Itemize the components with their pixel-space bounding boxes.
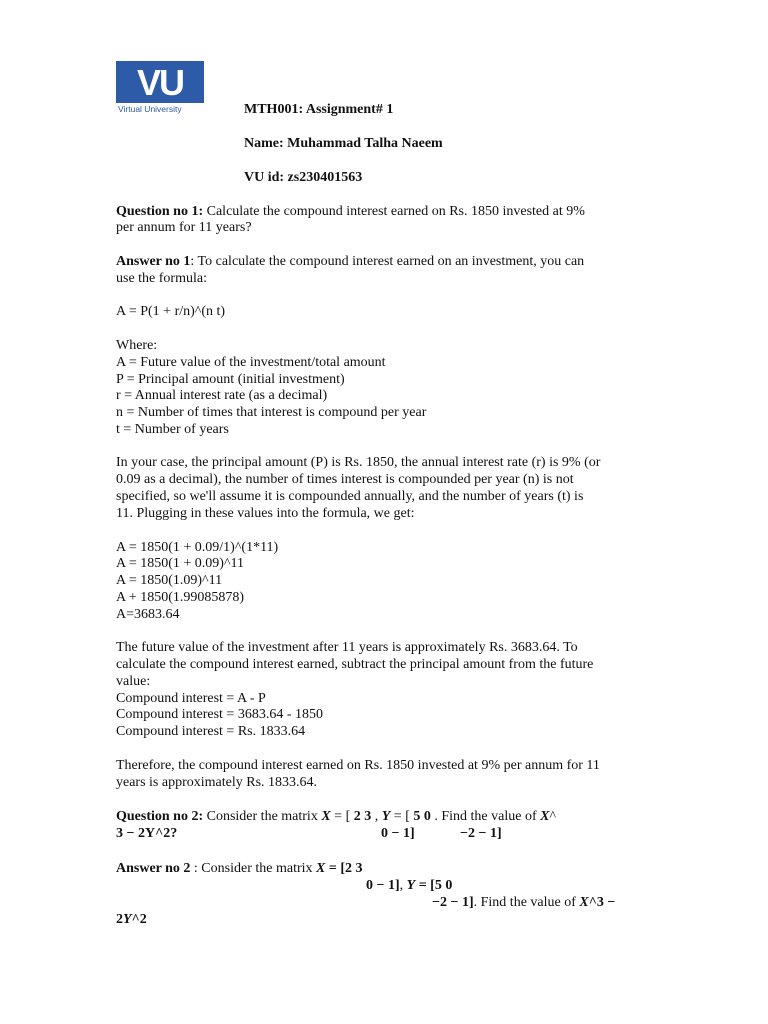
calculation-line: A = 1850(1 + 0.09/1)^(1*11) [116,540,279,555]
paragraph-line: The future value of the investment after 11 years is approximately Rs. 3683.64. To [116,640,578,655]
answer-2-line-1: Answer no 2 : Consider the matrix X = [2 3 [116,861,363,876]
question-1-label: Question no 1: [116,204,204,219]
answer-1-label: Answer no 1 [116,254,191,269]
definition-line: A = Future value of the investment/total amount [116,355,386,370]
question-1-line-2: per annum for 11 years? [116,220,252,235]
paragraph-line: In your case, the principal amount (P) is Rs. 1850, the annual interest rate (r) is 9% (or [116,455,601,470]
paragraph-line: value: [116,674,151,689]
paragraph-line: Compound interest = A - P [116,691,266,706]
calculation-line: A = 1850(1 + 0.09)^11 [116,556,245,571]
vu-id: VU id: zs230401563 [244,170,363,185]
answer-2-line-3: −2 − 1]. Find the value of X^3 − [432,895,616,910]
definition-line: P = Principal amount (initial investment) [116,372,345,387]
course-title: MTH001: Assignment# 1 [244,102,394,117]
definition-line: r = Annual interest rate (as a decimal) [116,388,328,403]
paragraph-line: years is approximately Rs. 1833.64. [116,775,318,790]
logo-mark [116,61,204,103]
paragraph-line: 0.09 as a decimal), the number of times interest is compounded per year (n) is not [116,472,574,487]
calculation-result: A=3683.64 [116,607,180,622]
logo-mark-text: VU [136,62,183,103]
paragraph-line: Compound interest = Rs. 1833.64 [116,724,306,739]
paragraph-line: Therefore, the compound interest earned on Rs. 1850 invested at 9% per annum for 11 [116,758,600,773]
logo-subtitle: Virtual University [118,104,182,114]
calculation-line: A + 1850(1.99085878) [116,590,245,605]
paragraph-line: specified, so we'll assume it is compounded annually, and the number of years (t) is [116,489,584,504]
answer-1-line-1: Answer no 1: To calculate the compound interest earned on an investment, you can [116,254,585,269]
paragraph-line: 11. Plugging in these values into the formula, we get: [116,506,415,521]
where-label: Where: [116,338,158,353]
question-2-line-1: Question no 2: Consider the matrix X = [ 2 3 , Y = [ 5 0 . Find the value of X^ [116,809,557,824]
university-logo [116,61,204,114]
question-2-line-2: 3 − 2Y^2? [116,826,178,841]
paragraph-line: Compound interest = 3683.64 - 1850 [116,707,323,722]
question-2-label: Question no 2: [116,809,204,824]
formula: A = P(1 + r/n)^(n t) [116,304,226,319]
answer-1-line-2: use the formula: [116,271,207,286]
answer-2-line-2: 0 − 1], Y = [5 0 [366,878,453,893]
answer-2-line-4: 2Y^2 [116,912,147,927]
calculation-line: A = 1850(1.09)^11 [116,573,223,588]
answer-2-label: Answer no 2 [116,861,191,876]
student-name: Name: Muhammad Talha Naeem [244,136,443,151]
matrix-x-row-2: 0 − 1] [381,826,415,841]
definition-line: t = Number of years [116,422,229,437]
question-1-line-1: Question no 1: Calculate the compound interest earned on Rs. 1850 invested at 9% [116,204,585,219]
paragraph-line: calculate the compound interest earned, subtract the principal amount from the future [116,657,594,672]
definition-line: n = Number of times that interest is compound per year [116,405,427,420]
matrix-y-row-2: −2 − 1] [460,826,502,841]
